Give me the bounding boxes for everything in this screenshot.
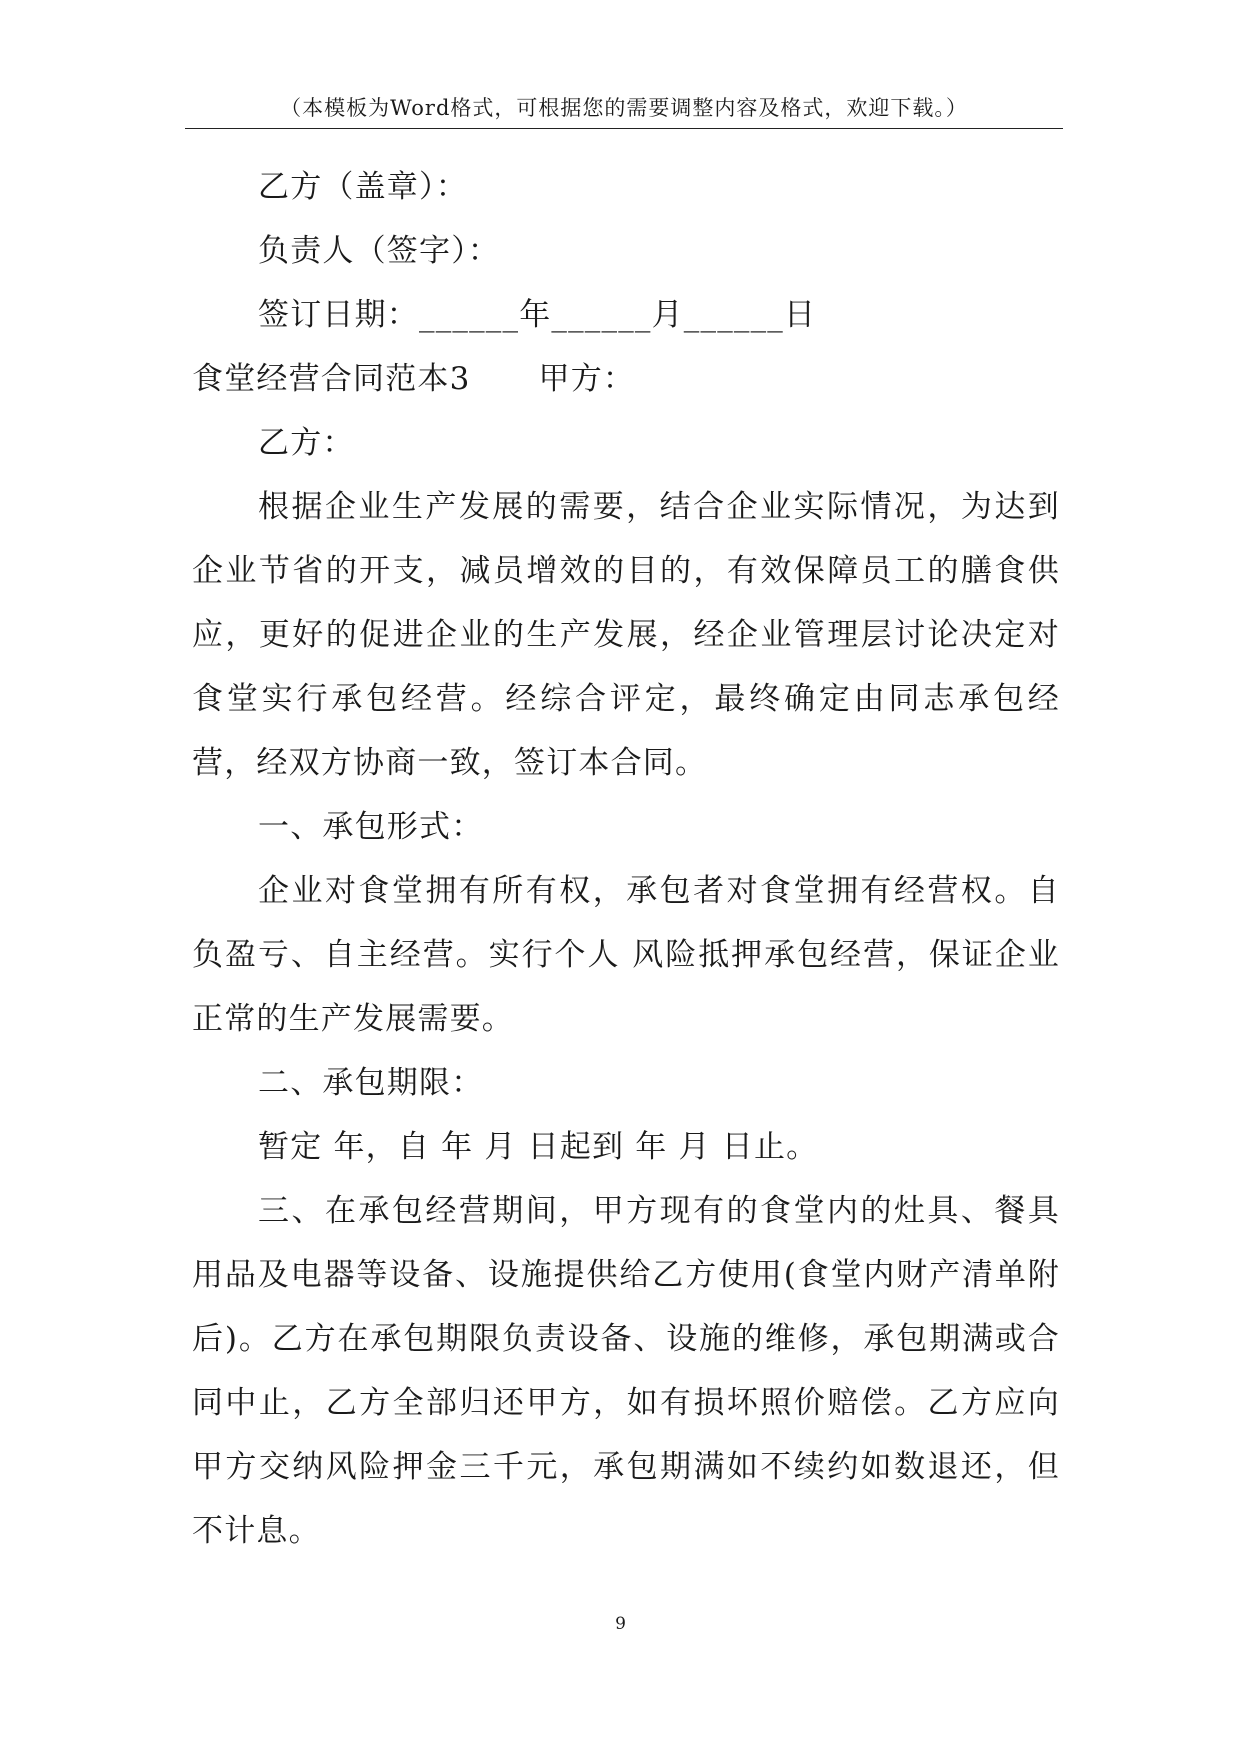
contract-title-line [192, 347, 1060, 411]
party-b-seal-line: 乙方（盖章）： [258, 169, 468, 205]
intro-paragraph: 根据企业生产发展的需要，结合企业实际情况，为达到企业节省的开支，减员增效的目的，有效保障员工的膳食供应，更好的促进企业的生产发展，经企业管理层讨论决定对食堂实行承包经营。经综合评定，最终确定由同志承包经营，经双方协商一致，签订本合同。 [192, 489, 1060, 781]
section-2-title: 二、承包期限： [258, 1065, 484, 1101]
section-1-title: 一、承包形式： [258, 809, 484, 845]
person-in-charge-line: 负责人（签字）： [258, 233, 501, 269]
contract-title: 食堂经营合同范本3 [192, 361, 471, 397]
signing-date-line: 签订日期：______年______月______日 [258, 297, 817, 333]
party-b-line: 乙方： [258, 425, 355, 461]
party-a-line: 甲方： [538, 361, 636, 397]
contract-body [192, 155, 1060, 1563]
template-notice-header: （本模板为Word格式，可根据您的需要调整内容及格式，欢迎下载。） [280, 96, 968, 120]
section-1-paragraph: 企业对食堂拥有所有权，承包者对食堂拥有经营权。自负盈亏、自主经营。实行个人 风险抵押承包经营，保证企业正常的生产发展需要。 [192, 873, 1060, 1037]
header-divider [185, 128, 1063, 129]
section-2-paragraph: 暂定 年，自 年 月 日起到 年 月 日止。 [258, 1129, 819, 1165]
section-3-paragraph: 三、在承包经营期间，甲方现有的食堂内的灶具、餐具用品及电器等设备、设施提供给乙方使用(食堂内财产清单附后)。乙方在承包期限负责设备、设施的维修，承包期满或合同中止，乙方全部归还甲方，如有损坏照价赔偿。乙方应向甲方交纳风险押金三千元，承包期满如不续约如数退还，但不计息。 [192, 1193, 1060, 1549]
page-number: 9 [615, 1614, 626, 1634]
